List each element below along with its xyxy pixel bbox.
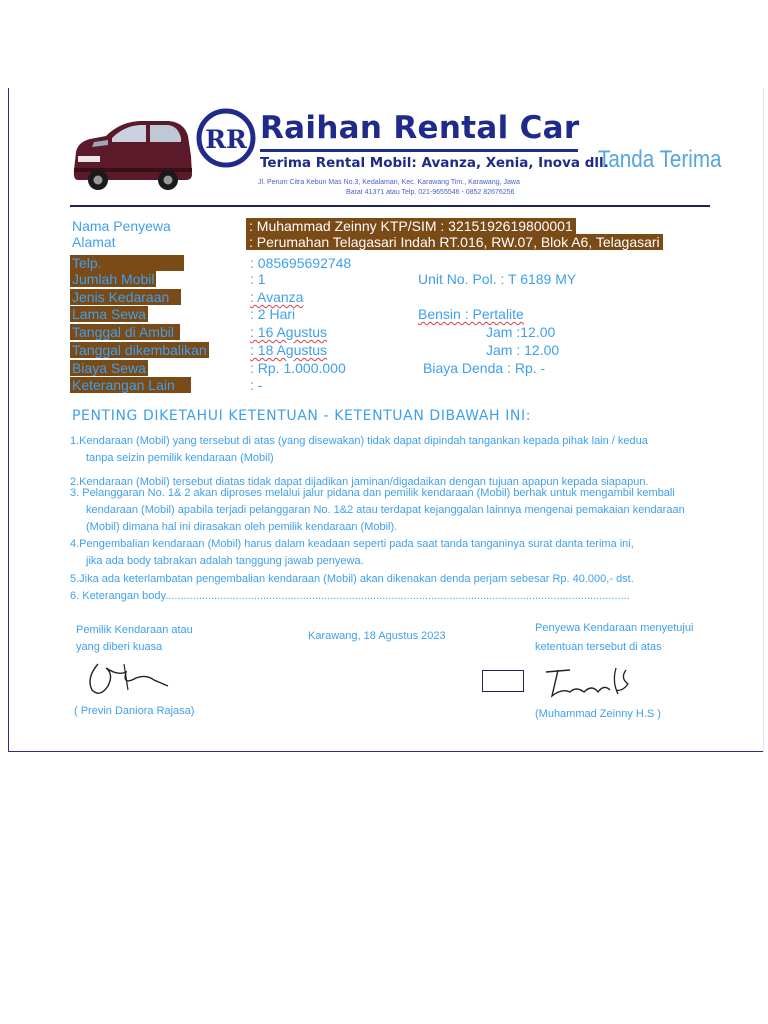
jenis-value: : Avanza	[250, 289, 304, 305]
jenis-label: Jenis Kedaraan	[70, 289, 181, 305]
company-address-line1: Jl. Perum Citra Kebun Mas No.3, Kedalaman, Kec. Karawang Tim., Karawang, Jawa	[258, 179, 520, 186]
jumlah-label: Jumlah Mobil	[72, 271, 155, 287]
company-address-line2: Barat 41371 atau Telp. 021-9655546 - 0852 82676256	[346, 189, 515, 196]
kembali-value: : 18 Agustus	[250, 342, 328, 358]
unit-nopol: Unit No. Pol. : T 6189 MY	[418, 271, 577, 287]
term-3	[70, 485, 712, 536]
document-title: Tanda Terima	[598, 146, 722, 173]
lama-label: Lama Sewa	[72, 306, 146, 322]
term-4-line2: jika ada body tabrakan adalah tanggung jawab penyewa.	[86, 555, 364, 567]
term-1-line2: tanpa seizin pemilik kendaraan (Mobil)	[86, 452, 274, 464]
kembali-label: Tanggal dikembalikan	[72, 342, 207, 358]
telp-value: : 085695692748	[250, 255, 352, 271]
term-4	[70, 536, 712, 570]
term-5: 5.Jika ada keterlambatan pengembalian kendaraan (Mobil) akan dikenakan denda perjam sebesar Rp. 40.000,- dst.	[70, 573, 634, 585]
renter-signature	[540, 662, 632, 704]
header-rule	[260, 149, 578, 152]
company-tagline: Terima Rental Mobil: Avanza, Xenia, Inova dll.	[260, 155, 609, 171]
biaya-label: Biaya Sewa	[72, 360, 146, 376]
place-date: Karawang, 18 Agustus 2023	[308, 630, 446, 642]
alamat-label: Alamat	[72, 234, 116, 250]
keterangan-label: Keterangan Lain	[70, 377, 191, 393]
term-6: 6. Keterangan body........................................................................................................................................................	[70, 590, 630, 602]
biaya-denda: Biaya Denda : Rp. -	[423, 360, 546, 376]
bensin-type: Bensin : Pertalite	[418, 306, 524, 322]
term-1-line1: 1.Kendaraan (Mobil) yang tersebut di atas (yang disewakan) tidak dapat dipindah tangankan kepada pihak lain / kedua	[70, 435, 648, 447]
document-border-bottom	[8, 751, 764, 752]
keterangan-value: : -	[250, 377, 263, 393]
nama-value: : Muhammad Zeinny KTP/SIM : 3215192619800001	[246, 218, 576, 234]
company-name: Raihan Rental Car	[260, 110, 580, 146]
lama-value: : 2 Hari	[250, 306, 296, 322]
header-divider	[70, 205, 710, 207]
owner-name: ( Previn Daniora Rajasa)	[74, 705, 195, 717]
terms-heading: PENTING DIKETAHUI KETENTUAN - KETENTUAN DIBAWAH INI:	[72, 408, 532, 424]
term-3-line1: 3. Pelanggaran No. 1& 2 akan diproses melalui jalur pidana dan pemilik kendaraan (Mobil) berhak untuk mengambil kembali	[70, 487, 675, 499]
document-border-right	[763, 88, 764, 752]
nama-label: Nama Penyewa	[72, 218, 171, 234]
company-logo	[196, 108, 256, 168]
document-border-left	[8, 88, 9, 752]
jumlah-value: : 1	[250, 271, 266, 287]
ambil-label: Tanggal di Ambil	[70, 324, 180, 340]
owner-signature	[84, 656, 176, 700]
renter-caption-line2: ketentuan tersebut di atas	[535, 641, 662, 653]
term-4-line1: 4.Pengembalian kendaraan (Mobil) harus dalam keadaan seperti pada saat tanda tanganinya surat danta terima ini,	[70, 538, 634, 550]
car-image	[68, 112, 196, 198]
ambil-value: : 16 Agustus	[250, 324, 328, 340]
stamp-box	[482, 670, 524, 692]
owner-caption-line1: Pemilik Kendaraan atau	[76, 624, 193, 636]
logo-letters: RR	[205, 125, 247, 154]
term-3-line2: kendaraan (Mobil) apabila terjadi pelanggaran No. 1&2 atau terdapat kejanggalan lainnya mengenai pemakaian kendaraan	[86, 504, 685, 516]
term-3-line3: (Mobil) dimana hal ini dirasakan oleh pemilik kendaraan (Mobil).	[86, 521, 398, 533]
alamat-value: : Perumahan Telagasari Indah RT.016, RW.07, Blok A6, Telagasari	[246, 234, 663, 250]
term-1	[70, 433, 712, 467]
renter-caption-line1: Penyewa Kendaraan menyetujui	[535, 622, 694, 634]
owner-caption-line2: yang diberi kuasa	[76, 641, 163, 653]
term-2: 2.Kendaraan (Mobil) tersebut diatas tidak dapat dijadikan jaminan/digadaikan dengan tujuan apapun kepada siapapun.	[70, 476, 649, 488]
kembali-jam: Jam : 12.00	[486, 342, 560, 358]
telp-label: Telp.	[70, 255, 184, 271]
ambil-jam: Jam :12.00	[486, 324, 556, 340]
renter-name: (Muhammad Zeinny H.S )	[535, 708, 661, 720]
biaya-value: : Rp. 1.000.000	[250, 360, 346, 376]
